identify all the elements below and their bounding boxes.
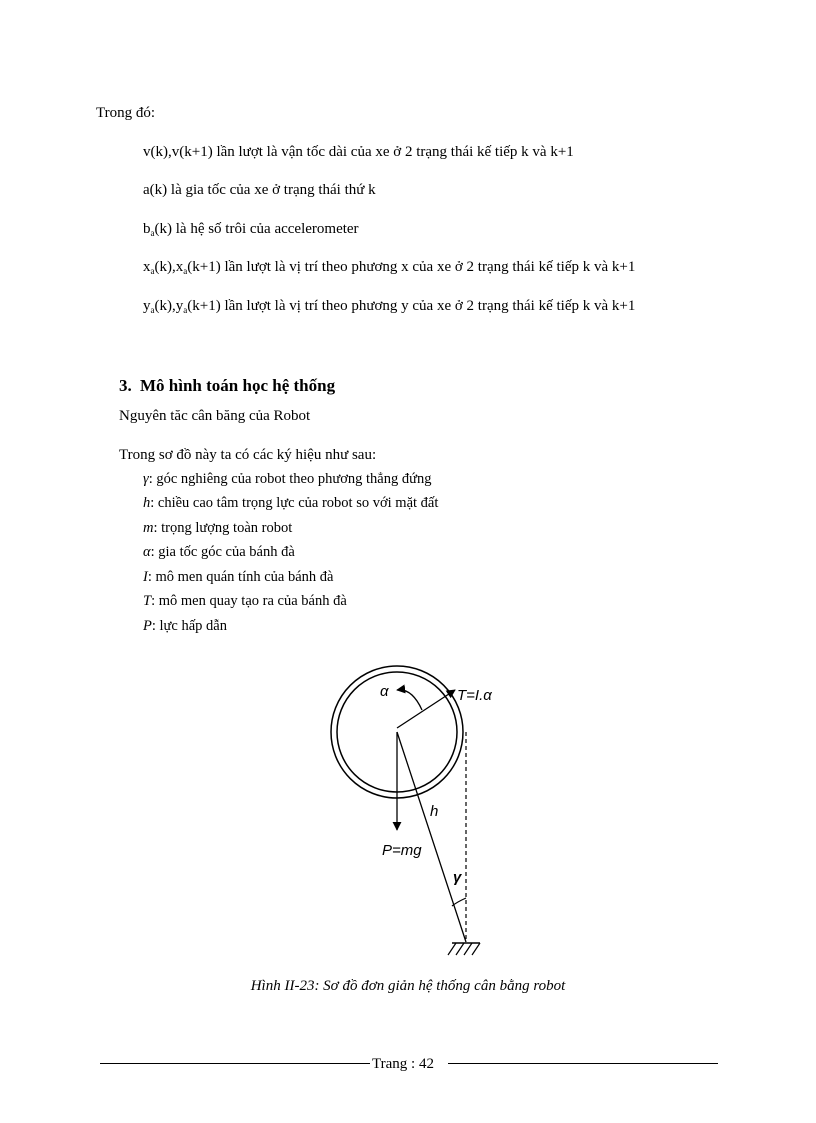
- symbol-h: [143, 494, 438, 512]
- symbol-gamma-desc: : góc nghiêng của robot theo phương thẳng đứng: [148, 471, 432, 487]
- section-heading: [119, 377, 335, 395]
- robot-balance-diagram: [320, 650, 520, 965]
- symbol-alpha-desc: : gia tốc góc của bánh đà: [150, 544, 295, 560]
- symbol-m-desc: : trọng lượng toàn robot: [153, 520, 293, 536]
- symbol-i-desc: : mô men quán tính của bánh đà: [147, 569, 334, 585]
- definition-drift-sub: a: [150, 228, 155, 238]
- definition-drift-var: b: [143, 221, 151, 237]
- ground-hatch: [448, 943, 480, 955]
- definition-position-y: [143, 297, 635, 315]
- symbol-m: [143, 519, 292, 537]
- gamma-angle-arc: [452, 898, 466, 906]
- symbol-p: [143, 617, 227, 635]
- symbol-alpha: [143, 543, 295, 561]
- definition-position-x: [143, 258, 635, 276]
- footer-rule-right: [448, 1063, 718, 1064]
- definition-y-var: y: [143, 298, 151, 314]
- definition-velocity: [143, 143, 574, 161]
- symbol-t-sym: T: [143, 593, 152, 609]
- intro-text: Trong đó:: [96, 105, 156, 121]
- symbol-p-sym: P: [143, 618, 152, 634]
- definition-x-sub2: a: [183, 266, 188, 276]
- definition-y-sub1: a: [150, 305, 155, 315]
- symbol-h-sym: h: [143, 495, 151, 511]
- symbol-gamma-sym: γ: [143, 471, 149, 487]
- definition-acceleration-text: a(k) là gia tốc của xe ở trạng thái thứ k: [143, 182, 376, 198]
- symbol-i-sym: I: [143, 569, 148, 585]
- symbol-t: [143, 592, 347, 610]
- height-label: h: [430, 803, 439, 820]
- definition-y-sub2: a: [183, 305, 188, 315]
- figure-caption: Hình II-23: Sơ đồ đơn giản hệ thống cân bằng robot: [250, 978, 566, 994]
- symbol-gamma: [143, 470, 431, 488]
- symbol-p-desc: : lực hấp dẫn: [151, 618, 227, 634]
- gamma-label: γ: [453, 869, 462, 886]
- symbol-m-sym: m: [143, 520, 154, 536]
- section-subtitle: Nguyên tăc cân băng của Robot: [119, 408, 311, 424]
- definition-x-var: x: [143, 259, 151, 275]
- weight-label: P=mg: [382, 842, 422, 859]
- definition-y-text: (k+1) lần lượt là vị trí theo phương y của xe ở 2 trạng thái kế tiếp k và k+1: [187, 298, 636, 314]
- section-number: 3.: [119, 376, 132, 395]
- page-number: Trang : 42: [372, 1056, 434, 1072]
- symbol-h-desc: : chiều cao tâm trọng lực của robot so với mặt đất: [150, 495, 439, 511]
- definition-x-text: (k+1) lần lượt là vị trí theo phương x của xe ở 2 trạng thái kế tiếp k và k+1: [187, 259, 636, 275]
- symbol-i: [143, 568, 333, 586]
- definition-x-mid: (k),x: [154, 259, 184, 275]
- definition-drift: [143, 220, 359, 238]
- symbols-intro: Trong sơ đồ này ta có các ký hiệu như sau:: [119, 447, 377, 463]
- definition-drift-text: (k) là hệ số trôi của accelerometer: [154, 221, 359, 237]
- symbol-t-desc: : mô men quay tạo ra của bánh đà: [151, 593, 347, 609]
- footer-rule-left: [100, 1063, 370, 1064]
- torque-radius-arrow: [397, 690, 455, 728]
- definition-y-mid: (k),y: [154, 298, 184, 314]
- definition-x-sub1: a: [150, 266, 155, 276]
- section-title: Mô hình toán học hệ thống: [140, 376, 336, 395]
- torque-label: T=I.α: [457, 687, 492, 704]
- alpha-rotation-arrow: [397, 690, 422, 710]
- definition-acceleration: [143, 181, 376, 199]
- symbol-alpha-sym: α: [143, 544, 151, 560]
- definition-velocity-text: v(k),v(k+1) lần lượt là vận tốc dài của xe ở 2 trạng thái kế tiếp k và k+1: [143, 144, 574, 160]
- alpha-label: α: [380, 683, 389, 700]
